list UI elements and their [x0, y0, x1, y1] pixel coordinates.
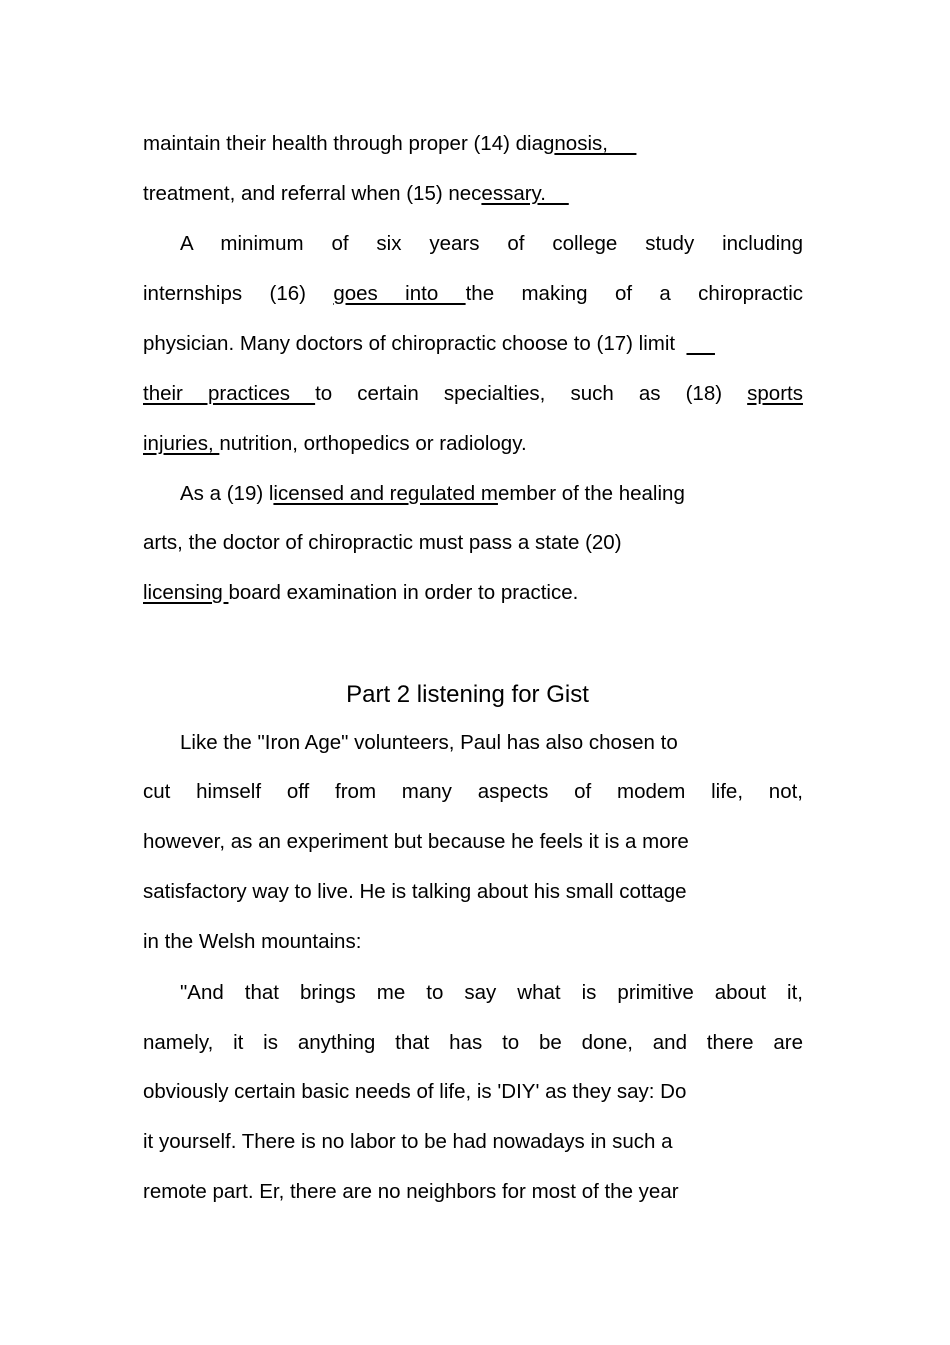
text-line [143, 381, 803, 407]
text-line: "And that brings me to say what is primitive about it, [180, 981, 803, 1004]
text-line: cut himself off from many aspects of modem life, not, [143, 780, 803, 803]
answer-16: goes into [333, 282, 466, 305]
text: to certain specialties, such as (18) [315, 382, 748, 405]
answer-15: essary. [481, 182, 569, 205]
text-line: in the Welsh mountains: [143, 930, 362, 953]
text-line [143, 331, 803, 357]
text: physician. Many doctors of chiropractic choose to (17) limit [143, 332, 687, 355]
text-line [143, 580, 803, 606]
text-line: arts, the doctor of chiropractic must pass a state (20) [143, 531, 622, 554]
text-line [143, 481, 803, 507]
text-line: obviously certain basic needs of life, is 'DIY' as they say: Do [143, 1080, 687, 1103]
section-title: Part 2 listening for Gist [346, 681, 589, 708]
answer-17: their practices [143, 382, 316, 405]
text-line [143, 431, 803, 457]
text-line: however, as an experiment but because he feels it is a more [143, 830, 689, 853]
text-line: A minimum of six years of college study including [180, 232, 803, 255]
text-line [143, 131, 803, 157]
answer-18-cont: injuries, [143, 432, 220, 455]
text: treatment, and referral when (15) nec [143, 182, 482, 205]
text-line [143, 281, 803, 307]
text-line: Like the "Iron Age" volunteers, Paul has also chosen to [180, 731, 678, 754]
text: nutrition, orthopedics or radiology. [219, 432, 527, 455]
text: board examination in order to practice. [228, 581, 579, 604]
answer-20: licensing [143, 581, 229, 604]
answer-19: icensed and regulated m [273, 482, 498, 505]
text: ember of the healing [497, 482, 685, 505]
text-line: remote part. Er, there are no neighbors for most of the year [143, 1180, 679, 1203]
answer-18: sports [747, 382, 803, 405]
text-line: it yourself. There is no labor to be had nowadays in such a [143, 1130, 673, 1153]
text: the making of a chiropractic [465, 282, 803, 305]
text: As a (19) l [180, 482, 274, 505]
text-line: satisfactory way to live. He is talking about his small cottage [143, 880, 687, 903]
text-line [143, 181, 803, 207]
answer-14: nosis, [554, 132, 637, 155]
text: maintain their health through proper (14) diag [143, 132, 555, 155]
answer-17-blank [686, 332, 714, 355]
text-line: namely, it is anything that has to be done, and there are [143, 1031, 803, 1054]
text: internships (16) [143, 282, 334, 305]
